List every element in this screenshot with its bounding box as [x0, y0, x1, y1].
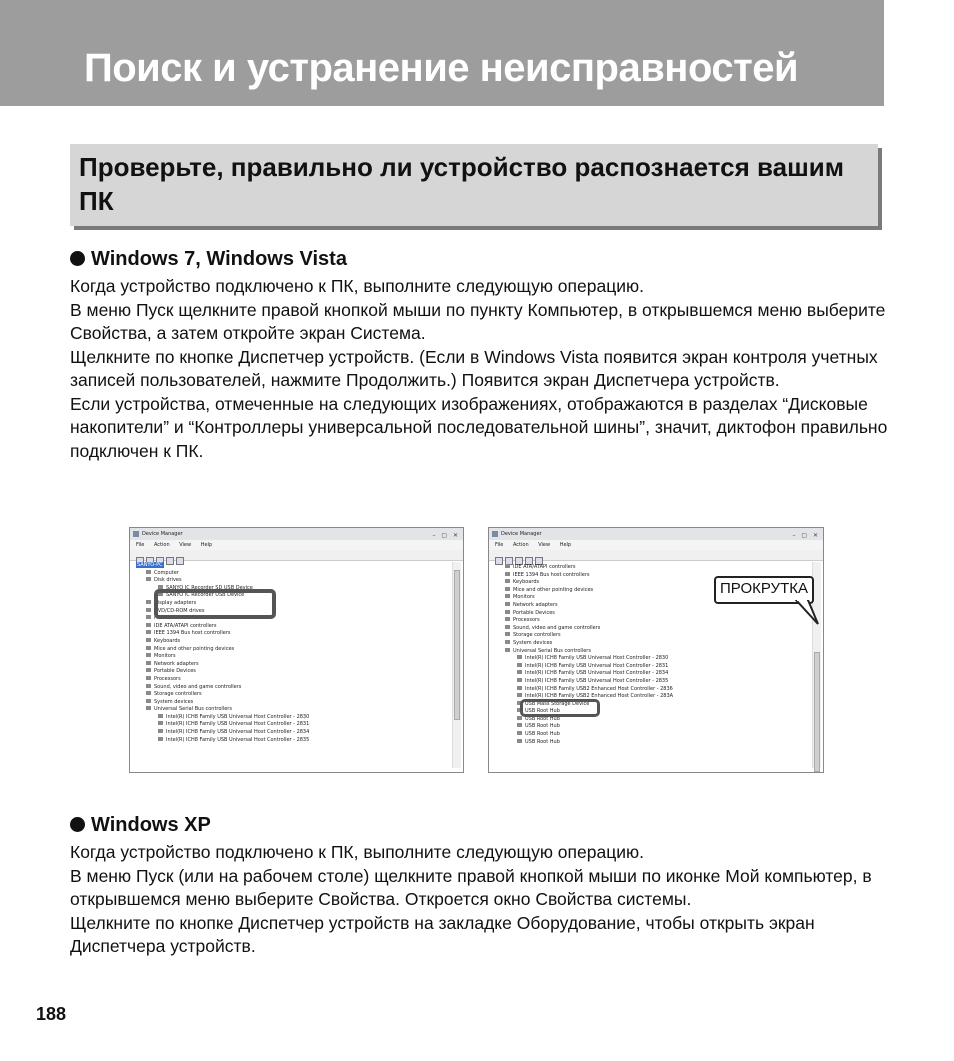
tree-item: IDE ATA/ATAPI controllers	[489, 564, 811, 572]
tree-item: Intel(R) ICH8 Family USB Universal Host Controller - 2835	[489, 678, 811, 686]
paragraph: В меню Пуск (или на рабочем столе) щелкните правой кнопкой мыши по иконке Мой компьютер, в открывшемся меню выберите Свойства. Откроется окно Свойства системы.	[70, 865, 872, 909]
window-titlebar: Device Manager – ▢ ✕	[130, 528, 463, 541]
paragraph: Когда устройство подключено к ПК, выполните следующую операцию.	[70, 276, 644, 296]
paragraph: В меню Пуск щелкните правой кнопкой мыши по пункту Компьютер, в открывшемся меню выберите Свойства, а затем откройте экран Система.	[70, 299, 886, 343]
scrollbar-thumb	[454, 570, 460, 720]
paragraph: Щелкните по кнопке Диспетчер устройств на закладке Оборудование, чтобы открыть экран Диспетчера устройств.	[70, 912, 815, 956]
tree-item: Universal Serial Bus controllers	[130, 706, 451, 714]
scrollbar	[452, 562, 461, 768]
highlight-box-usb-mass-storage	[520, 699, 600, 717]
scrollbar-thumb	[814, 652, 820, 772]
tree-item: Intel(R) ICH8 Family USB2 Enhanced Host Controller - 283A	[489, 693, 811, 701]
scroll-callout: ПРОКРУТКА	[714, 576, 814, 604]
tree-item: Processors	[489, 617, 811, 625]
windows-7-instructions	[70, 275, 890, 463]
tree-item: Storage controllers	[130, 691, 451, 699]
tree-item: DVD/CD-ROM drives	[130, 608, 451, 616]
tree-item: Universal Serial Bus controllers	[489, 648, 811, 656]
menu-action: Action	[512, 542, 529, 548]
tree-item: Monitors	[489, 594, 811, 602]
window-titlebar: Device Manager – ▢ ✕	[489, 528, 823, 541]
menu-help: Help	[200, 542, 213, 548]
tree-item: IEEE 1394 Bus host controllers	[130, 630, 451, 638]
window-controls: – ▢ ✕	[792, 532, 820, 539]
tree-item: Storage controllers	[489, 632, 811, 640]
tree-item: Disk drives	[130, 577, 451, 585]
menu-action: Action	[153, 542, 170, 548]
tree-item: USB Root Hub	[489, 731, 811, 739]
heading-windows-xp: Windows XP	[70, 814, 211, 837]
page-number: 188	[36, 1004, 67, 1024]
bullet-icon	[70, 251, 85, 266]
toolbar	[489, 550, 823, 561]
tree-item: Mice and other pointing devices	[489, 587, 811, 595]
tree-item: USB Root Hub	[489, 723, 811, 731]
menu-help: Help	[559, 542, 572, 548]
tree-item: Portable Devices	[489, 610, 811, 618]
section-title: Проверьте, правильно ли устройство распознается вашим ПК	[79, 152, 844, 216]
tree-item: Portable Devices	[130, 668, 451, 676]
menu-view: View	[538, 542, 551, 548]
tree-item: Intel(R) ICH8 Family USB2 Enhanced Host Controller - 2836	[489, 686, 811, 694]
tree-item: Intel(R) ICH8 Family USB Universal Host Controller - 2830	[130, 714, 451, 722]
menu-file: File	[136, 542, 145, 548]
tree-item: Keyboards	[130, 638, 451, 646]
window-controls: – ▢ ✕	[432, 532, 460, 539]
tree-item: Display adapters	[130, 600, 451, 608]
tree-item: Sound, video and game controllers	[130, 684, 451, 692]
tree-item: Intel(R) ICH8 Family USB Universal Host Controller - 2831	[130, 721, 451, 729]
tree-item: Monitors	[130, 653, 451, 661]
tree-item: Human Interface Devices	[130, 615, 451, 623]
highlight-box-sanyo-devices	[154, 589, 276, 619]
tree-item: Intel(R) ICH8 Family USB Universal Host Controller - 2830	[489, 655, 811, 663]
tree-item: System devices	[489, 640, 811, 648]
paragraph: Если устройства, отмеченные на следующих изображениях, отображаются в разделах “Дисковые накопители” и “Контроллеры универсальной последовательной шины”, значит, диктофон правильно подключен к ПК.	[70, 393, 888, 461]
tree-item: Processors	[130, 676, 451, 684]
menu-view: View	[179, 542, 192, 548]
callout-tail-icon	[794, 600, 822, 628]
tree-item: Intel(R) ICH8 Family USB Universal Host Controller - 2835	[130, 737, 451, 745]
tree-item: USB Root Hub	[489, 708, 811, 716]
toolbar	[130, 550, 463, 561]
section-header	[70, 144, 878, 226]
tree-item: Intel(R) ICH8 Family USB Universal Host Controller - 2831	[489, 663, 811, 671]
tree-item: Intel(R) ICH8 Family USB Universal Host Controller - 2834	[489, 670, 811, 678]
tree-item: SANYO-PC	[137, 562, 163, 568]
bullet-icon	[70, 817, 85, 832]
tree-item: Computer	[130, 570, 451, 578]
tree-item: SANYO IC Recorder SD USB Device	[130, 585, 451, 593]
tree-item: Network adapters	[130, 661, 451, 669]
paragraph: Щелкните по кнопке Диспетчер устройств. (Если в Windows Vista появится экран контроля учетных записей пользователей, нажмите Продолжить.) Появится экран Диспетчера устройств.	[70, 346, 878, 390]
tree-item: Network adapters	[489, 602, 811, 610]
tree-item: SANYO IC Recorder USB Device	[130, 592, 451, 600]
windows-xp-instructions	[70, 841, 890, 959]
tree-item: Mice and other pointing devices	[130, 646, 451, 654]
device-manager-icon	[492, 531, 498, 537]
tree-item: USB Root Hub	[489, 739, 811, 747]
heading-windows-7-vista: Windows 7, Windows Vista	[70, 248, 347, 271]
paragraph: Когда устройство подключено к ПК, выполните следующую операцию.	[70, 842, 644, 862]
tree-item: IDE ATA/ATAPI controllers	[130, 623, 451, 631]
tree-item: Keyboards	[489, 579, 811, 587]
tree-item: USB Mass Storage Device	[489, 701, 811, 709]
device-manager-screenshot-usb-controllers	[488, 527, 824, 773]
tree-item: IEEE 1394 Bus host controllers	[489, 572, 811, 580]
device-manager-screenshot-disk-drives	[129, 527, 464, 773]
tree-item: Sound, video and game controllers	[489, 625, 811, 633]
tree-item: Intel(R) ICH8 Family USB Universal Host Controller - 2834	[130, 729, 451, 737]
menu-bar	[489, 540, 823, 550]
tree-item: System devices	[130, 699, 451, 707]
tree-item: USB Root Hub	[489, 716, 811, 724]
menu-bar	[130, 540, 463, 550]
chapter-title: Поиск и устранение неисправностей	[84, 46, 799, 90]
device-manager-icon	[133, 531, 139, 537]
chapter-banner	[0, 0, 884, 106]
menu-file: File	[495, 542, 504, 548]
